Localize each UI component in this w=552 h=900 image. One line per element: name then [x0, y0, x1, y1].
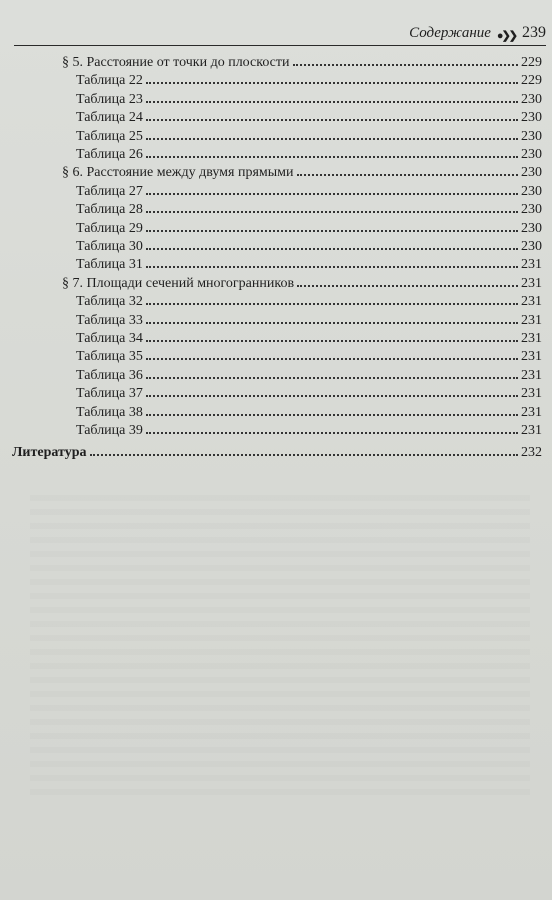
toc-entry-page: 231	[521, 312, 542, 328]
toc-table-entry	[0, 218, 552, 236]
dot-leader	[146, 365, 518, 379]
toc-entry-label: § 6. Расстояние между двумя прямыми	[62, 165, 294, 181]
toc-entry-page: 229	[521, 55, 542, 70]
toc-entry-label: Таблица 22	[76, 73, 143, 89]
toc-entry-label: Таблица 23	[76, 91, 143, 107]
dot-leader	[146, 310, 518, 324]
toc-entry-label: Литература	[12, 445, 87, 461]
toc-section-entry	[0, 162, 552, 180]
toc-table-entry	[0, 199, 552, 217]
toc-entry-page: 230	[521, 183, 542, 199]
toc-table-entry	[0, 291, 552, 309]
bleed-through-texture	[30, 495, 530, 795]
toc-entry-label: Таблица 25	[76, 128, 143, 144]
toc-entry-page: 230	[521, 165, 542, 181]
toc-section-entry	[0, 52, 552, 70]
header-title: Содержание	[409, 25, 491, 41]
dot-leader	[146, 218, 518, 232]
toc-entry-page: 230	[521, 128, 542, 144]
toc-entry-page: 231	[521, 275, 542, 291]
dot-leader	[146, 402, 518, 416]
toc-entry-label: Таблица 30	[76, 239, 143, 254]
toc-table-entry	[0, 420, 552, 438]
toc-entry-page: 229	[521, 73, 542, 89]
toc-entry-label: Таблица 32	[76, 294, 143, 310]
toc-table-entry	[0, 107, 552, 125]
dot-leader	[146, 144, 518, 158]
toc-entry-page: 231	[521, 257, 542, 273]
toc-entry-label: Таблица 24	[76, 110, 143, 126]
toc-table-entry	[0, 402, 552, 420]
toc-table-entry	[0, 383, 552, 401]
toc-table-entry	[0, 365, 552, 383]
dot-leader	[297, 273, 518, 287]
dot-leader	[293, 52, 519, 66]
toc-entry-page: 230	[521, 110, 542, 126]
toc-entry-page: 231	[521, 423, 542, 438]
toc-entry-label: Таблица 34	[76, 331, 143, 346]
toc-entry-label: Таблица 35	[76, 349, 143, 365]
dot-leader	[146, 254, 518, 268]
toc-table-entry	[0, 126, 552, 144]
toc-entry-label: Таблица 29	[76, 220, 143, 236]
header-marker-icon: ●❯❯	[496, 30, 516, 42]
toc-table-entry	[0, 89, 552, 107]
toc-entry-label: § 5. Расстояние от точки до плоскости	[62, 55, 290, 70]
dot-leader	[146, 107, 518, 121]
toc-table-entry	[0, 310, 552, 328]
toc-entry-label: Таблица 26	[76, 147, 143, 162]
toc-entry-page: 230	[521, 220, 542, 236]
dot-leader	[146, 126, 518, 140]
toc-entry-label: Таблица 33	[76, 312, 143, 328]
dot-leader	[146, 89, 518, 103]
toc-entry-page: 230	[521, 202, 542, 218]
toc-entry-page: 230	[521, 91, 542, 107]
toc-entry-page: 231	[521, 294, 542, 310]
running-header	[14, 18, 546, 46]
toc-entry-label: Таблица 38	[76, 404, 143, 420]
toc-entry-label: § 7. Площади сечений многогранников	[62, 275, 295, 291]
dot-leader	[146, 328, 518, 342]
dot-leader	[146, 181, 518, 195]
toc-entry-label: Таблица 37	[76, 386, 143, 402]
toc-entry-label: Таблица 28	[76, 202, 143, 218]
toc-entry-label: Таблица 27	[76, 183, 143, 199]
toc-table-entry	[0, 346, 552, 364]
toc-entry-label: Таблица 39	[76, 423, 143, 438]
toc-section-entry	[0, 273, 552, 291]
toc-entry-label: Таблица 36	[76, 367, 143, 383]
toc-top-entry	[0, 442, 552, 460]
dot-leader	[146, 383, 518, 397]
dot-leader	[146, 291, 518, 305]
toc-entry-label: Таблица 31	[76, 257, 143, 273]
toc-table-entry	[0, 254, 552, 272]
toc-entry-page: 231	[521, 386, 542, 402]
toc-entry-page: 230	[521, 239, 542, 254]
dot-leader	[146, 199, 518, 213]
toc-table-entry	[0, 328, 552, 346]
toc-entry-page: 231	[521, 367, 542, 383]
dot-leader	[146, 236, 518, 250]
toc-entry-page: 231	[521, 404, 542, 420]
dot-leader	[90, 442, 519, 456]
dot-leader	[146, 346, 518, 360]
toc-table-entry	[0, 70, 552, 88]
toc-entry-page: 231	[521, 349, 542, 365]
toc-table-entry	[0, 144, 552, 162]
toc-entry-page: 231	[521, 331, 542, 346]
toc-table-entry	[0, 181, 552, 199]
dot-leader	[146, 420, 518, 434]
dot-leader	[297, 162, 518, 176]
page-number: 239	[522, 24, 546, 41]
toc-entry-page: 230	[521, 147, 542, 162]
toc-table-entry	[0, 236, 552, 254]
toc-entry-page: 232	[521, 445, 542, 461]
dot-leader	[146, 70, 518, 84]
